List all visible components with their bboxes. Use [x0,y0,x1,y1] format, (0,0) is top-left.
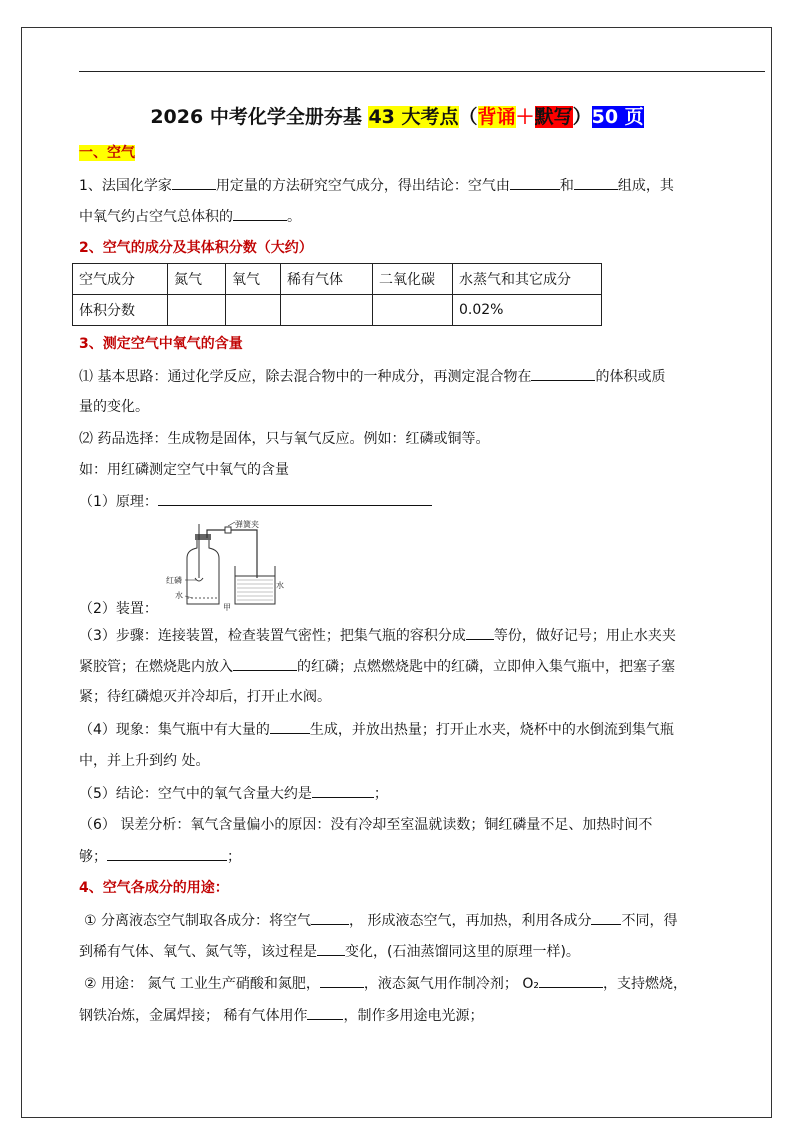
section-3-line-3: ⑵ 药品选择：生成物是固体，只与氧气反应。例如：红磷或铜等。 [79,431,490,447]
text: 的体积或质 [595,369,666,385]
text: （3）步骤：连接装置，检查装置气密性；把集气瓶的容积分成 [79,628,466,644]
header-rule [79,71,765,72]
table-cell: 0.02% [453,295,602,326]
fill-blank[interactable] [320,973,364,988]
text: 中氧气约占空气总体积的 [79,209,233,225]
section-3-line-1 [79,366,665,387]
text: 和 [559,178,574,194]
title-paren-close: ） [572,106,592,128]
text: 组成，其 [617,178,674,194]
title-plus: ＋ [515,106,535,128]
text: 用定量的方法研究空气成分，得出结论：空气由 [215,178,510,194]
fill-blank[interactable] [172,175,216,190]
spoon-bowl [195,578,203,581]
title-dictation: 默写 [534,106,573,128]
table-cell-blank[interactable] [281,295,373,326]
label-water-beaker: 水 [276,581,284,590]
fill-blank[interactable] [510,175,560,190]
air-composition-table [72,263,602,326]
fill-blank[interactable] [531,366,595,381]
text: ； [373,786,388,802]
label-red-phosphorus: 红磷 [166,576,182,585]
table-cell: 氧气 [226,264,281,295]
fill-blank[interactable] [158,491,432,506]
table-cell-blank[interactable] [226,295,281,326]
label-caption: 甲 [223,603,231,612]
title-highlight-yellow: 43 大考点 [368,106,459,128]
beaker [235,566,275,604]
section-3-line-10 [79,719,674,740]
table-header-row [73,264,602,295]
table-cell: 氮气 [168,264,226,295]
text: 生成，并放出热量；打开止水夹，烧杯中的水倒流到集气瓶 [309,722,674,738]
text: 等份，做好记号；用止水夹夹 [493,628,676,644]
section-3-line-5 [79,491,432,512]
fill-blank[interactable] [574,175,618,190]
section-3-heading: 3、测定空气中氧气的含量 [79,336,243,352]
section-3-line-11: 中，并上升到约 处。 [79,753,210,769]
label-spring-clip: 弹簧夹 [235,520,259,529]
title-text: 2026 中考化学全册夯基 [150,106,369,128]
fill-blank[interactable] [107,846,227,861]
text: 够； [79,849,107,865]
text: ，制作多用途电光源； [343,1008,484,1024]
section-1-heading [79,143,135,163]
section-3-line-14 [79,846,241,867]
text: ，液态氮气用作制冷剂； O₂ [363,976,539,992]
fill-blank[interactable] [539,973,603,988]
text: ； [227,849,241,865]
table-cell-blank[interactable] [373,295,453,326]
title-pages: 50 页 [591,106,644,128]
section-3-line-2: 量的变化。 [79,399,149,415]
section-1-line-1 [79,175,674,196]
collecting-bottle [187,538,219,604]
fill-blank[interactable] [270,719,310,734]
text: 钢铁冶炼，金属焊接； 稀有气体用作 [79,1008,308,1024]
text: 变化，(石油蒸馏同这里的原理一样)。 [345,944,580,960]
section-3-line-7 [79,625,676,646]
text: （1）原理： [79,494,158,510]
text: ① 分离液态空气制取各成分：将空气 [84,913,312,929]
table-cell: 体积分数 [73,295,168,326]
text: 的红磷；点燃燃烧匙中的红磷，立即伸入集气瓶中，把塞子塞 [297,659,675,675]
table-cell: 水蒸气和其它成分 [453,264,602,295]
table-cell: 空气成分 [73,264,168,295]
text: （4）现象：集气瓶中有大量的 [79,722,270,738]
fill-blank[interactable] [307,1005,343,1020]
section-4-line-4 [79,1005,483,1026]
text: ，支持燃烧， [603,976,687,992]
fill-blank[interactable] [233,656,297,671]
text: ② 用途： 氮气 工业生产硝酸和氮肥， [84,976,320,992]
section-3-line-13: （6） 误差分析：氧气含量偏小的原因：没有冷却至室温就读数；铜红磷量不足、加热时间不 [79,817,653,833]
text: ⑴ 基本思路：通过化学反应，除去混合物中的一种成分，再测定混合物在 [79,369,532,385]
table-cell-blank[interactable] [168,295,226,326]
title-paren-open: （ [458,106,478,128]
fill-blank[interactable] [312,783,374,798]
label-leader [228,522,235,526]
label-water-bottle: 水 [175,591,183,600]
section-1-heading-text: 一、空气 [79,145,135,161]
bottle-stopper [195,534,211,540]
section-1-line-2 [79,206,301,227]
fill-blank[interactable] [233,206,287,221]
section-3-line-4: 如：用红磷测定空气中氧气的含量 [79,462,289,478]
title-recite: 背诵 [477,106,516,128]
text: 。 [287,209,301,225]
spring-clip [225,527,231,533]
section-4-line-2 [79,941,580,962]
fill-blank[interactable] [317,941,345,956]
section-2-heading: 2、空气的成分及其体积分数（大约） [79,240,313,256]
section-3-line-6: （2）装置： [79,601,158,617]
section-4-line-1 [84,910,677,931]
text: 不同，得 [621,913,678,929]
text: 1、法国化学家 [79,178,172,194]
table-row [73,295,602,326]
fill-blank[interactable] [591,910,621,925]
glass-tube [207,530,257,578]
beaker-water-hatch [237,580,273,600]
text: ， 形成液态空气，再加热，利用各成分 [349,913,592,929]
section-3-line-12 [79,783,388,804]
page-title [0,103,794,131]
table-cell: 稀有气体 [281,264,373,295]
text: 紧胶管；在燃烧匙内放入 [79,659,233,675]
text: 到稀有气体、氧气、氮气等，该过程是 [79,944,317,960]
section-3-line-8 [79,656,675,677]
apparatus-diagram [163,518,283,610]
table-cell: 二氧化碳 [373,264,453,295]
fill-blank[interactable] [466,625,494,640]
text: （5）结论：空气中的氧气含量大约是 [79,786,312,802]
section-4-line-3 [84,973,687,994]
section-3-line-9: 紧；待红磷熄灭并冷却后，打开止水阀。 [79,689,331,705]
section-4-heading: 4、空气各成分的用途： [79,880,229,896]
fill-blank[interactable] [311,910,349,925]
